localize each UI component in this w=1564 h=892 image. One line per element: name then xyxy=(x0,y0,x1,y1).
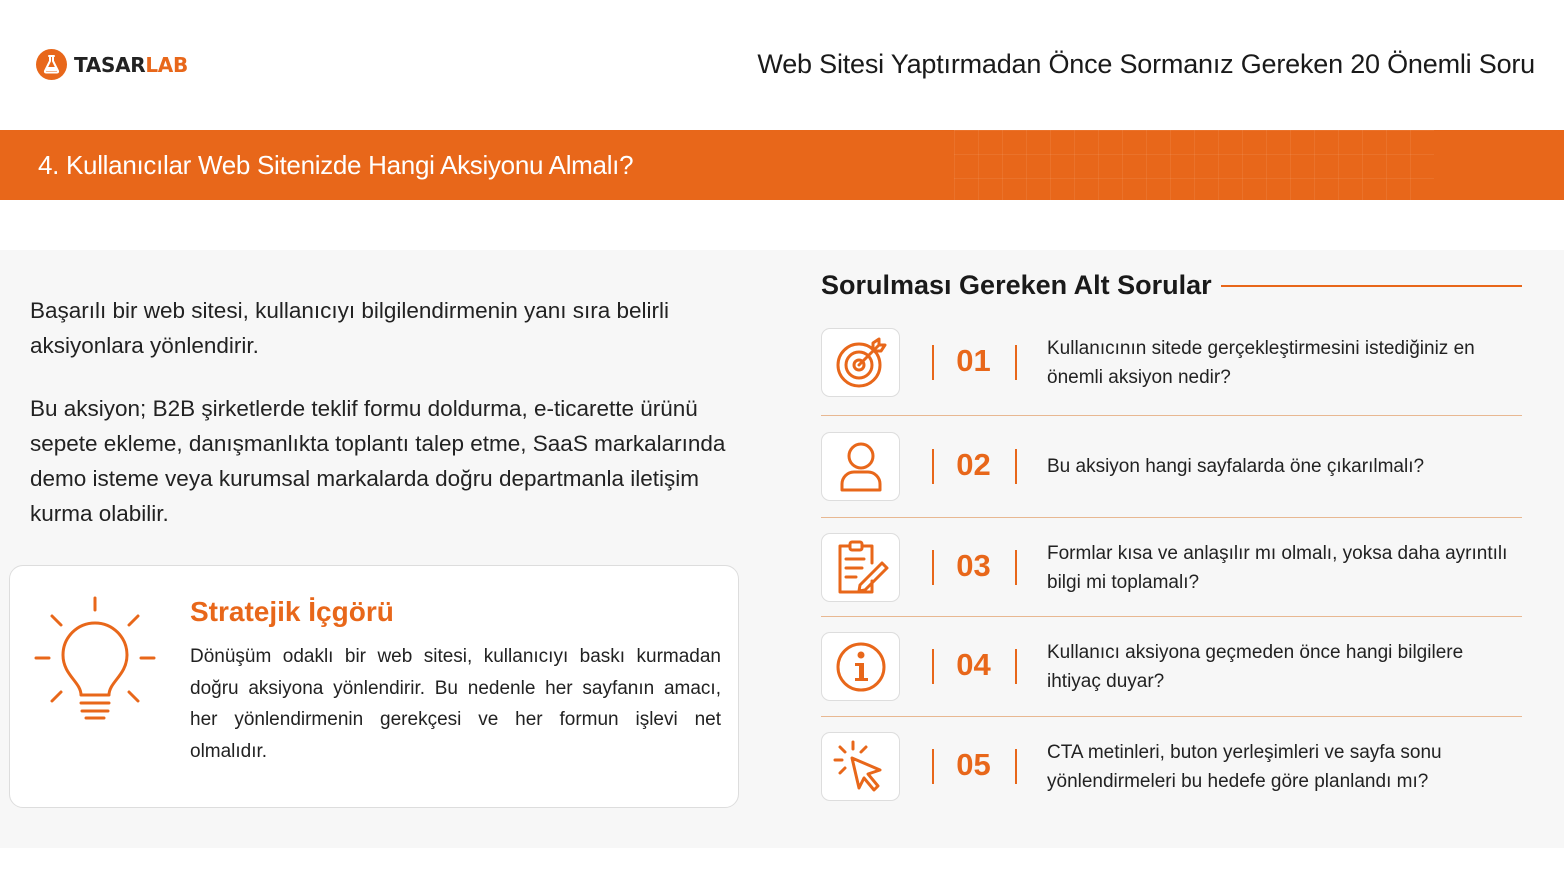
questions-heading: Sorulması Gereken Alt Sorular xyxy=(821,270,1212,300)
question-text: Formlar kısa ve anlaşılır mı olmalı, yoksa daha ayrıntılı bilgi mi toplamalı? xyxy=(1047,543,1508,593)
header xyxy=(0,0,1564,130)
separator xyxy=(1015,345,1017,380)
section-title-band xyxy=(0,130,1564,200)
question-row-1 xyxy=(821,328,1522,398)
flask-icon xyxy=(36,49,67,80)
intro-paragraph-1: Başarılı bir web sitesi, kullanıcıyı bilgilendirmenin yanı sıra belirli aksiyonlara yönlendirir. xyxy=(30,298,670,358)
question-text: Bu aksiyon hangi sayfalarda öne çıkarılmalı? xyxy=(1047,456,1425,477)
row-divider xyxy=(821,716,1522,717)
separator xyxy=(932,550,934,585)
cursor-click-icon xyxy=(821,732,900,801)
target-icon xyxy=(821,328,900,397)
question-number: 01 xyxy=(956,343,991,378)
insight-text: Dönüşüm odaklı bir web sitesi, kullanıcıyı baskı kurmadan doğru aksiyona yönlendirir. Bu nedenle her sayfanın amacı, her yönlendirmenin gerekçesi ve her formun işlevi net olmalıdır. xyxy=(190,646,721,762)
question-number: 03 xyxy=(956,548,991,583)
intro-paragraph-2: Bu aksiyon; B2B şirketlerde teklif formu doldurma, e-ticarette ürünü sepete ekleme, danışmanlıkta toplantı talep etme, SaaS markalarında demo isteme veya kurumsal markalarda doğru departmanla iletişim kurma olabilir. xyxy=(30,396,726,526)
row-divider xyxy=(821,616,1522,617)
heading-rule xyxy=(1221,285,1522,287)
question-text: Kullanıcının sitede gerçekleştirmesini istediğiniz en önemli aksiyon nedir? xyxy=(1047,338,1475,388)
section-title: 4. Kullanıcılar Web Sitenizde Hangi Aksiyonu Almalı? xyxy=(38,150,634,180)
separator xyxy=(1015,449,1017,484)
document-title: Web Sitesi Yaptırmadan Önce Sormanız Gereken 20 Önemli Soru xyxy=(757,49,1535,79)
separator xyxy=(932,449,934,484)
question-number: 02 xyxy=(956,447,991,482)
question-number: 04 xyxy=(956,647,991,682)
separator xyxy=(932,345,934,380)
separator xyxy=(932,749,934,784)
separator xyxy=(1015,550,1017,585)
lightbulb-icon xyxy=(30,591,160,731)
separator xyxy=(1015,649,1017,684)
question-row-3 xyxy=(821,533,1522,603)
question-text: CTA metinleri, buton yerleşimleri ve sayfa sonu yönlendirmeleri bu hedefe göre planlandı mı? xyxy=(1047,742,1442,792)
separator xyxy=(1015,749,1017,784)
question-row-5 xyxy=(821,732,1522,802)
insight-card xyxy=(9,565,739,808)
logo[interactable] xyxy=(36,49,188,80)
band-grid-pattern xyxy=(954,130,1434,200)
question-number: 05 xyxy=(956,747,991,782)
question-row-4 xyxy=(821,632,1522,702)
row-divider xyxy=(821,415,1522,416)
row-divider xyxy=(821,517,1522,518)
user-icon xyxy=(821,432,900,501)
logo-text: TASARLAB xyxy=(74,52,188,77)
insight-title: Stratejik İçgörü xyxy=(190,596,394,627)
question-row-2 xyxy=(821,432,1522,502)
info-icon xyxy=(821,632,900,701)
form-edit-icon xyxy=(821,533,900,602)
question-text: Kullanıcı aksiyona geçmeden önce hangi bilgilere ihtiyaç duyar? xyxy=(1047,642,1464,692)
intro-text xyxy=(30,293,730,531)
separator xyxy=(932,649,934,684)
